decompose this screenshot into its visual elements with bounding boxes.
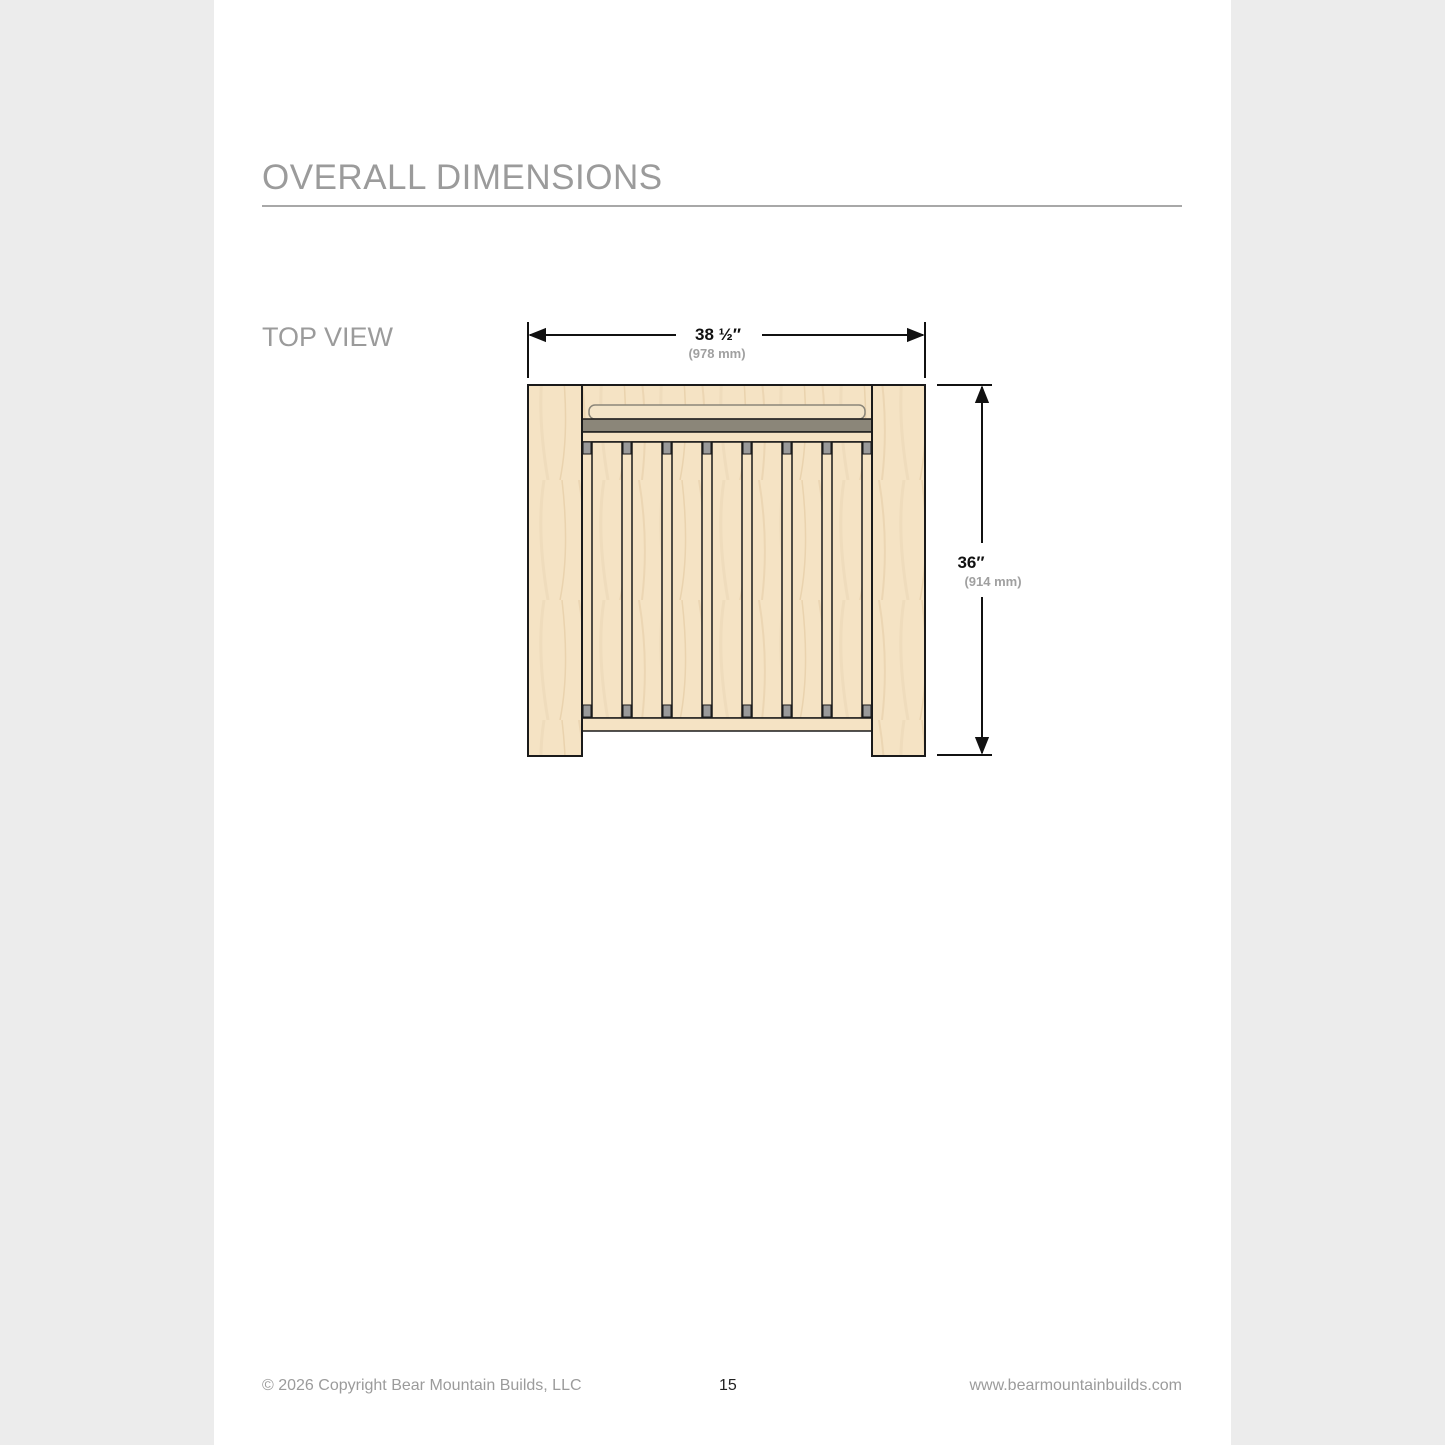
section-title: OVERALL DIMENSIONS (262, 158, 663, 197)
left-arm (528, 385, 582, 756)
depth-imperial-label: 36″ (957, 553, 985, 572)
chair-top-view (528, 385, 925, 756)
page-number: 15 (719, 1377, 737, 1394)
slat (672, 442, 702, 718)
view-label: TOP VIEW (262, 322, 394, 352)
slat (792, 442, 822, 718)
right-arm (872, 385, 925, 756)
width-imperial-label: 38 ½″ (695, 325, 741, 344)
depth-metric-label: (914 mm) (964, 574, 1022, 589)
slat (592, 442, 622, 718)
cushion-top (589, 405, 865, 419)
depth-dimension (937, 385, 1022, 755)
width-dimension (528, 322, 925, 378)
width-metric-label: (978 mm) (688, 346, 746, 361)
slat (752, 442, 782, 718)
document-page (214, 0, 1231, 1445)
slats (592, 442, 862, 718)
slat (632, 442, 662, 718)
seat-rail (582, 432, 872, 442)
footer-website-link[interactable]: www.bearmountainbuilds.com (969, 1377, 1182, 1394)
slat (712, 442, 742, 718)
footer-copyright: © 2026 Copyright Bear Mountain Builds, LLC (262, 1377, 582, 1394)
top-view-drawing (214, 0, 1231, 900)
slat (832, 442, 862, 718)
front-rail (582, 718, 872, 731)
seat-front-edge (582, 419, 872, 432)
